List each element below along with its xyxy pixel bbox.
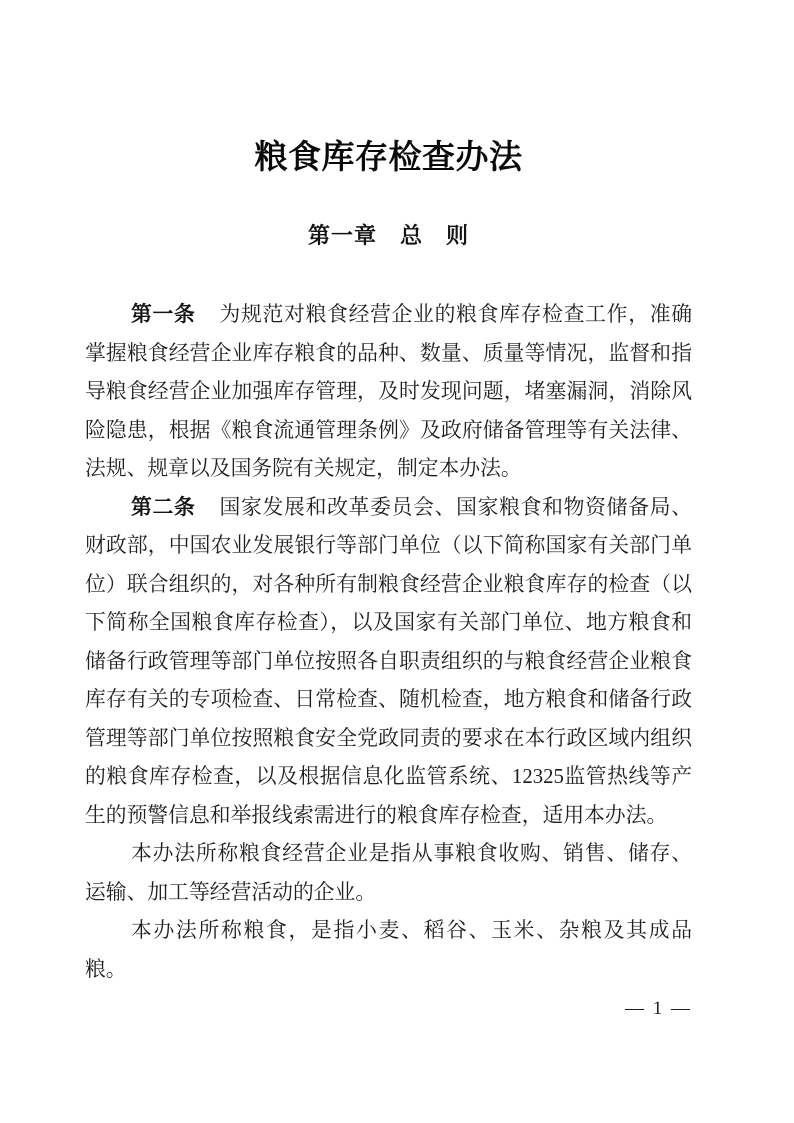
- article-2-label: 第二条: [131, 495, 196, 519]
- article-1-text: 为规范对粮食经营企业的粮食库存检查工作，准确掌握粮食经营企业库存粮食的品种、数量、质量等情况，监督和指导粮食经营企业加强库存管理，及时发现问题，堵塞漏洞，消除风险隐患，根据《粮食流通管理条例》及政府储备管理等有关法律、法规、规章以及国务院有关规定，制定本办法。: [85, 303, 693, 480]
- definition-grain-text: 本办法所称粮食，是指小麦、稻谷、玉米、杂粮及其成品粮。: [85, 919, 692, 981]
- paragraph-definition-grain: [85, 912, 692, 989]
- document-body: [85, 296, 692, 989]
- paragraph-article-1: [85, 296, 692, 489]
- page-number: — 1 —: [625, 998, 692, 1019]
- paragraph-definition-enterprise: [85, 835, 692, 912]
- document-title: 粮食库存检查办法: [254, 140, 523, 176]
- article-2-text: 国家发展和改革委员会、国家粮食和物资储备局、财政部，中国农业发展银行等部门单位（以下简称国家有关部门单位）联合组织的，对各种所有制粮食经营企业粮食库存的检查（以下简称全国粮食库存检查），以及国家有关部门单位、地方粮食和储备行政管理等部门单位按照各自职责组织的与粮食经营企业粮食库存有关的专项检查、日常检查、随机检查，地方粮食和储备行政管理等部门单位按照粮食安全党政同责的要求在本行政区域内组织的粮食库存检查，以及根据信息化监管系统、12325监管热线等产生的预警信息和举报线索需进行的粮食库存检查，适用本办法。: [85, 495, 693, 827]
- definition-enterprise-text: 本办法所称粮食经营企业是指从事粮食收购、销售、储存、运输、加工等经营活动的企业。: [85, 842, 692, 904]
- chapter-heading: 第一章 总 则: [307, 223, 469, 248]
- article-1-label: 第一条: [131, 303, 196, 326]
- paragraph-article-2: [85, 489, 692, 836]
